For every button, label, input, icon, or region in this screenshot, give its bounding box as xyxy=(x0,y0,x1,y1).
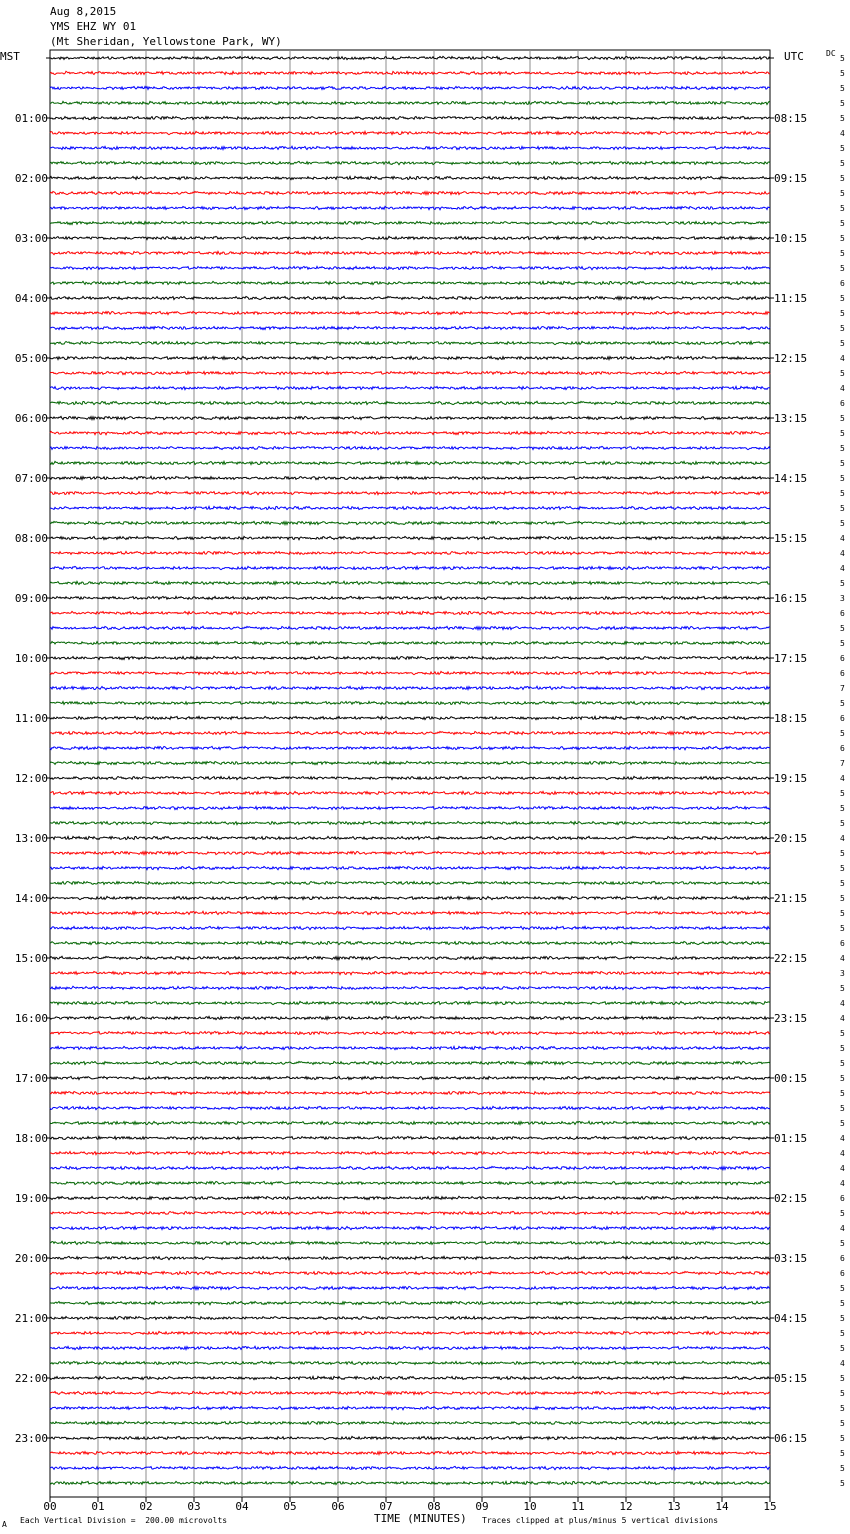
left-hour-label: 06:00 xyxy=(14,412,48,425)
x-tick-label: 12 xyxy=(619,1500,633,1513)
seismic-trace xyxy=(50,671,770,674)
dc-offset-label: 5 xyxy=(840,189,845,198)
dc-offset-label: 6 xyxy=(840,1269,845,1278)
seismic-trace xyxy=(50,686,770,689)
right-hour-label: 15:15 xyxy=(774,532,808,545)
right-hour-label: 18:15 xyxy=(774,712,808,725)
x-tick-label: 08 xyxy=(427,1500,441,1513)
seismic-trace xyxy=(50,341,770,344)
dc-offset-label: 5 xyxy=(840,1059,845,1068)
seismic-trace xyxy=(50,356,770,359)
x-tick-label: 00 xyxy=(43,1500,57,1513)
seismic-trace xyxy=(50,71,770,74)
seismic-trace xyxy=(50,56,770,59)
dc-offset-label: 5 xyxy=(840,909,845,918)
seismic-trace xyxy=(50,476,770,479)
x-tick-label: 05 xyxy=(283,1500,297,1513)
right-hour-label: 02:15 xyxy=(774,1192,808,1205)
seismic-trace xyxy=(50,551,770,554)
left-timezone-label: MST xyxy=(0,50,20,63)
dc-offset-label: 5 xyxy=(840,249,845,258)
dc-offset-label: 4 xyxy=(840,549,845,558)
right-hour-label: 00:15 xyxy=(774,1072,808,1085)
seismic-trace xyxy=(50,1196,770,1199)
seismic-trace xyxy=(50,611,770,614)
dc-offset-label: 5 xyxy=(840,264,845,273)
dc-offset-label: 5 xyxy=(840,54,845,63)
seismic-trace xyxy=(50,1076,770,1079)
left-hour-label: 15:00 xyxy=(14,952,48,965)
seismic-trace xyxy=(50,1256,770,1259)
seismic-trace xyxy=(50,101,770,104)
dc-offset-label: 5 xyxy=(840,1344,845,1353)
dc-offset-label: 5 xyxy=(840,204,845,213)
dc-offset-label: 5 xyxy=(840,699,845,708)
right-hour-label: 21:15 xyxy=(774,892,808,905)
seismic-trace xyxy=(50,746,770,749)
dc-offset-label: 5 xyxy=(840,69,845,78)
dc-offset-label: 5 xyxy=(840,1239,845,1248)
seismic-trace xyxy=(50,1421,770,1424)
dc-offset-label: 5 xyxy=(840,879,845,888)
left-hour-label: 05:00 xyxy=(14,352,48,365)
seismic-trace xyxy=(50,116,770,119)
dc-offset-label: 4 xyxy=(840,1224,845,1233)
seismic-trace xyxy=(50,251,770,254)
x-tick-label: 13 xyxy=(667,1500,681,1513)
seismic-trace xyxy=(50,731,770,734)
dc-offset-label: 5 xyxy=(840,1479,845,1488)
seismic-trace xyxy=(50,1226,770,1229)
right-hour-label: 10:15 xyxy=(774,232,808,245)
dc-offset-label: 5 xyxy=(840,639,845,648)
dc-offset-label: 5 xyxy=(840,324,845,333)
dc-offset-label: 5 xyxy=(840,84,845,93)
right-hour-label: 11:15 xyxy=(774,292,808,305)
dc-offset-label: 5 xyxy=(840,144,845,153)
dc-offset-label: 5 xyxy=(840,1119,845,1128)
dc-offset-label: 5 xyxy=(840,159,845,168)
seismic-trace xyxy=(50,1451,770,1454)
header-station: YMS EHZ WY 01 xyxy=(50,20,137,33)
seismic-trace xyxy=(50,911,770,914)
seismic-trace xyxy=(50,1286,770,1289)
seismic-trace xyxy=(50,1136,770,1139)
seismic-trace xyxy=(50,761,770,764)
seismic-trace xyxy=(50,1346,770,1349)
dc-offset-label: 5 xyxy=(840,459,845,468)
right-hour-label: 17:15 xyxy=(774,652,808,665)
right-hour-label: 01:15 xyxy=(774,1132,808,1145)
seismic-trace xyxy=(50,281,770,284)
seismic-trace xyxy=(50,491,770,494)
seismic-trace xyxy=(50,1241,770,1244)
dc-offset-label: 5 xyxy=(840,1044,845,1053)
right-hour-label: 06:15 xyxy=(774,1432,808,1445)
right-hour-label: 12:15 xyxy=(774,352,808,365)
clip-note: Traces clipped at plus/minus 5 vertical divisions xyxy=(482,1516,719,1525)
dc-offset-label: 5 xyxy=(840,984,845,993)
dc-offset-label: 5 xyxy=(840,234,845,243)
dc-offset-label: 6 xyxy=(840,279,845,288)
dc-offset-label: 4 xyxy=(840,384,845,393)
right-hour-label: 14:15 xyxy=(774,472,808,485)
dc-offset-label: 5 xyxy=(840,849,845,858)
dc-offset-label: 4 xyxy=(840,564,845,573)
seismic-trace xyxy=(50,1211,770,1214)
dc-offset-label: 3 xyxy=(840,594,845,603)
dc-offset-label: 5 xyxy=(840,894,845,903)
x-tick-label: 04 xyxy=(235,1500,249,1513)
seismic-trace xyxy=(50,1001,770,1004)
dc-offset-label: 4 xyxy=(840,1164,845,1173)
left-hour-label: 11:00 xyxy=(14,712,48,725)
left-hour-label: 02:00 xyxy=(14,172,48,185)
dc-offset-label: 5 xyxy=(840,1074,845,1083)
seismic-trace xyxy=(50,1361,770,1364)
dc-offset-label: 5 xyxy=(840,174,845,183)
left-hour-label: 09:00 xyxy=(14,592,48,605)
dc-offset-label: 5 xyxy=(840,1449,845,1458)
seismic-trace xyxy=(50,881,770,884)
dc-offset-label: 5 xyxy=(840,864,845,873)
seismic-trace xyxy=(50,1466,770,1469)
dc-offset-label: 6 xyxy=(840,939,845,948)
seismic-trace xyxy=(50,866,770,869)
dc-offset-label: 4 xyxy=(840,534,845,543)
seismic-trace xyxy=(50,896,770,899)
dc-offset-label: 5 xyxy=(840,1389,845,1398)
seismic-trace xyxy=(50,791,770,794)
seismic-trace xyxy=(50,431,770,434)
dc-offset-label: 6 xyxy=(840,1194,845,1203)
seismic-trace xyxy=(50,956,770,959)
seismic-trace xyxy=(50,1271,770,1274)
dc-offset-label: 5 xyxy=(840,624,845,633)
seismic-trace xyxy=(50,656,770,659)
seismic-trace xyxy=(50,326,770,329)
left-hour-label: 20:00 xyxy=(14,1252,48,1265)
dc-offset-label: 5 xyxy=(840,339,845,348)
dc-offset-label: 6 xyxy=(840,669,845,678)
seismic-trace xyxy=(50,926,770,929)
left-hour-label: 01:00 xyxy=(14,112,48,125)
left-hour-label: 14:00 xyxy=(14,892,48,905)
seismic-trace xyxy=(50,161,770,164)
header-date: Aug 8,2015 xyxy=(50,5,117,18)
dc-offset-label: 5 xyxy=(840,729,845,738)
seismic-trace xyxy=(50,1331,770,1334)
right-hour-label: 08:15 xyxy=(774,112,808,125)
seismic-trace xyxy=(50,386,770,389)
dc-offset-label: 5 xyxy=(840,369,845,378)
dc-offset-label: 6 xyxy=(840,744,845,753)
seismic-trace xyxy=(50,521,770,524)
seismic-trace xyxy=(50,1061,770,1064)
x-tick-label: 09 xyxy=(475,1500,489,1513)
seismic-trace xyxy=(50,971,770,974)
left-hour-label: 10:00 xyxy=(14,652,48,665)
left-hour-label: 19:00 xyxy=(14,1192,48,1205)
seismic-trace xyxy=(50,131,770,134)
left-hour-label: 04:00 xyxy=(14,292,48,305)
dc-offset-label: 6 xyxy=(840,654,845,663)
right-hour-label: 03:15 xyxy=(774,1252,808,1265)
seismic-trace xyxy=(50,1481,770,1484)
dc-offset-label: 5 xyxy=(840,504,845,513)
seismic-trace xyxy=(50,296,770,299)
seismic-trace xyxy=(50,206,770,209)
seismic-trace xyxy=(50,851,770,854)
seismic-trace xyxy=(50,371,770,374)
dc-offset-label: 5 xyxy=(840,579,845,588)
seismic-trace xyxy=(50,461,770,464)
right-hour-label: 16:15 xyxy=(774,592,808,605)
dc-offset-label: 5 xyxy=(840,819,845,828)
seismic-trace xyxy=(50,581,770,584)
x-tick-label: 01 xyxy=(91,1500,105,1513)
left-hour-label: 17:00 xyxy=(14,1072,48,1085)
seismic-trace xyxy=(50,626,770,629)
seismic-trace xyxy=(50,1301,770,1304)
seismic-trace xyxy=(50,1151,770,1154)
left-hour-label: 07:00 xyxy=(14,472,48,485)
x-tick-label: 11 xyxy=(571,1500,585,1513)
dc-offset-label: 4 xyxy=(840,1134,845,1143)
dc-offset-label: 5 xyxy=(840,1464,845,1473)
seismic-trace xyxy=(50,221,770,224)
right-hour-label: 04:15 xyxy=(774,1312,808,1325)
dc-offset-label: 5 xyxy=(840,1209,845,1218)
dc-offset-label: 5 xyxy=(840,414,845,423)
seismic-trace xyxy=(50,176,770,179)
dc-offset-label: 5 xyxy=(840,1434,845,1443)
seismic-trace xyxy=(50,236,770,239)
seismic-trace xyxy=(50,806,770,809)
dc-offset-label: 5 xyxy=(840,1104,845,1113)
seismic-trace xyxy=(50,536,770,539)
seismic-trace xyxy=(50,1181,770,1184)
left-hour-label: 21:00 xyxy=(14,1312,48,1325)
seismic-trace xyxy=(50,566,770,569)
dc-offset-label: 4 xyxy=(840,954,845,963)
seismic-trace xyxy=(50,311,770,314)
dc-offset-label: 5 xyxy=(840,1299,845,1308)
dc-offset-label: 5 xyxy=(840,489,845,498)
seismic-trace xyxy=(50,1106,770,1109)
dc-offset-label: 5 xyxy=(840,1404,845,1413)
seismic-trace xyxy=(50,836,770,839)
dc-offset-label: 5 xyxy=(840,219,845,228)
seismic-trace xyxy=(50,1016,770,1019)
left-hour-label: 22:00 xyxy=(14,1372,48,1385)
left-hour-label: 13:00 xyxy=(14,832,48,845)
dc-offset-label: 5 xyxy=(840,429,845,438)
right-hour-label: 20:15 xyxy=(774,832,808,845)
scale-note: Each Vertical Division = 200.00 microvolts xyxy=(20,1516,228,1525)
dc-offset-label: 5 xyxy=(840,1284,845,1293)
seismic-trace xyxy=(50,266,770,269)
dc-offset-label: 4 xyxy=(840,1359,845,1368)
dc-offset-label: 4 xyxy=(840,1014,845,1023)
dc-offset-label: 5 xyxy=(840,474,845,483)
seismic-trace xyxy=(50,941,770,944)
seismic-trace xyxy=(50,641,770,644)
dc-offset-label: 5 xyxy=(840,924,845,933)
dc-offset-label: 5 xyxy=(840,1329,845,1338)
dc-offset-label: 5 xyxy=(840,99,845,108)
right-hour-label: 05:15 xyxy=(774,1372,808,1385)
right-hour-label: 13:15 xyxy=(774,412,808,425)
right-timezone-label: UTC xyxy=(784,50,804,63)
seismic-trace xyxy=(50,1406,770,1409)
seismic-trace xyxy=(50,596,770,599)
dc-offset-label: 7 xyxy=(840,759,845,768)
header-location: (Mt Sheridan, Yellowstone Park, WY) xyxy=(50,35,282,48)
dc-offset-label: 6 xyxy=(840,399,845,408)
dc-offset-label: 4 xyxy=(840,1179,845,1188)
dc-offset-label: 4 xyxy=(840,834,845,843)
seismic-trace xyxy=(50,401,770,404)
seismic-trace xyxy=(50,1166,770,1169)
seismic-trace xyxy=(50,146,770,149)
right-hour-label: 23:15 xyxy=(774,1012,808,1025)
seismic-trace xyxy=(50,1316,770,1319)
seismic-trace xyxy=(50,701,770,704)
x-tick-label: 02 xyxy=(139,1500,153,1513)
seismic-trace xyxy=(50,716,770,719)
seismic-trace xyxy=(50,416,770,419)
dc-offset-label: 4 xyxy=(840,1149,845,1158)
seismic-trace xyxy=(50,506,770,509)
dc-offset-label: 5 xyxy=(840,1314,845,1323)
dc-offset-label: 5 xyxy=(840,1419,845,1428)
dc-offset-label: 5 xyxy=(840,444,845,453)
dc-offset-label: 5 xyxy=(840,114,845,123)
x-tick-label: 03 xyxy=(187,1500,201,1513)
dc-label: DC xyxy=(826,49,836,58)
seismic-trace xyxy=(50,191,770,194)
dc-offset-label: 5 xyxy=(840,1374,845,1383)
dc-offset-label: 6 xyxy=(840,1254,845,1263)
seismic-trace xyxy=(50,986,770,989)
dc-offset-label: 7 xyxy=(840,684,845,693)
seismic-trace xyxy=(50,446,770,449)
seismic-trace xyxy=(50,1046,770,1049)
left-hour-label: 16:00 xyxy=(14,1012,48,1025)
dc-offset-label: 5 xyxy=(840,309,845,318)
left-hour-label: 12:00 xyxy=(14,772,48,785)
dc-offset-label: 5 xyxy=(840,294,845,303)
seismic-trace xyxy=(50,1391,770,1394)
dc-offset-label: 3 xyxy=(840,969,845,978)
dc-offset-label: 5 xyxy=(840,789,845,798)
left-hour-label: 23:00 xyxy=(14,1432,48,1445)
dc-offset-label: 5 xyxy=(840,1029,845,1038)
x-tick-label: 10 xyxy=(523,1500,537,1513)
right-hour-label: 19:15 xyxy=(774,772,808,785)
x-tick-label: 06 xyxy=(331,1500,345,1513)
dc-offset-label: 4 xyxy=(840,354,845,363)
seismic-trace xyxy=(50,1436,770,1439)
dc-offset-label: 6 xyxy=(840,609,845,618)
dc-offset-label: 4 xyxy=(840,999,845,1008)
dc-offset-label: 4 xyxy=(840,129,845,138)
dc-offset-label: 5 xyxy=(840,519,845,528)
corner-mark: A xyxy=(2,1520,7,1529)
seismic-trace xyxy=(50,1091,770,1094)
seismic-trace xyxy=(50,821,770,824)
x-tick-label: 07 xyxy=(379,1500,393,1513)
x-tick-label: 15 xyxy=(763,1500,777,1513)
dc-offset-label: 6 xyxy=(840,714,845,723)
right-hour-label: 22:15 xyxy=(774,952,808,965)
left-hour-label: 08:00 xyxy=(14,532,48,545)
right-hour-label: 09:15 xyxy=(774,172,808,185)
seismic-trace xyxy=(50,86,770,89)
dc-offset-label: 5 xyxy=(840,1089,845,1098)
x-tick-label: 14 xyxy=(715,1500,729,1513)
seismic-trace xyxy=(50,1121,770,1124)
left-hour-label: 18:00 xyxy=(14,1132,48,1145)
seismic-trace xyxy=(50,776,770,779)
dc-offset-label: 5 xyxy=(840,804,845,813)
dc-offset-label: 4 xyxy=(840,774,845,783)
left-hour-label: 03:00 xyxy=(14,232,48,245)
x-axis-title: TIME (MINUTES) xyxy=(374,1512,467,1525)
seismic-trace xyxy=(50,1376,770,1379)
seismic-trace xyxy=(50,1031,770,1034)
